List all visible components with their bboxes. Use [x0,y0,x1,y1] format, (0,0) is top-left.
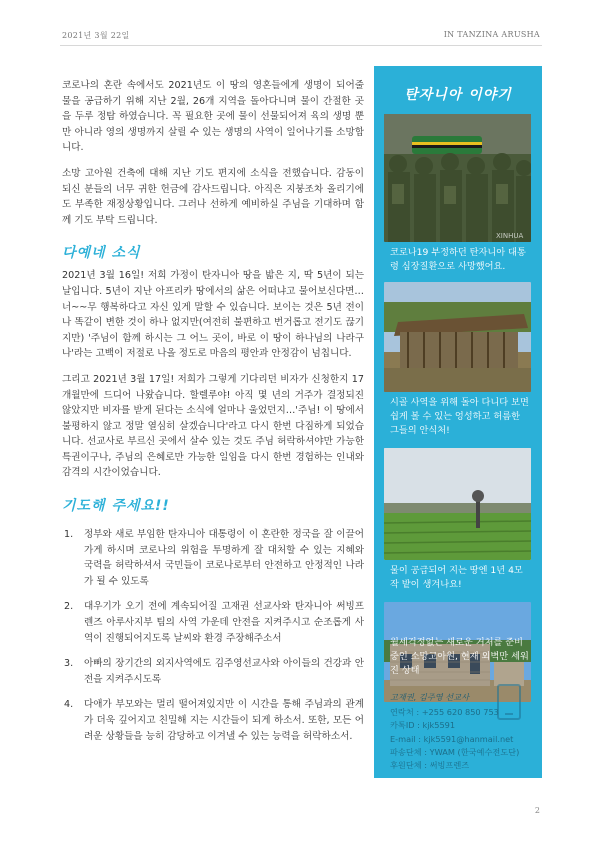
field-photo-image [384,448,531,560]
caption-hut: 시골 사역을 위해 돌아 다니다 보면 쉽게 볼 수 있는 엉성하고 허름한 그들의 안식처! [390,397,529,436]
photo-green-field [384,448,531,560]
prayer-list [62,527,364,744]
caption-building: 월세걱정없는 새로운 거처를 준비 중인 소망고아원, 현재 외벽만 세워진 상태 [390,637,529,676]
header-date: 2021년 3월 22일 [62,31,130,40]
paragraph-anniversary: 2021년 3월 16일! 저희 가정이 탄자니아 땅을 밟은 지, 딱 5년이 되는 날입니다. 5년이 지난 아프리카 땅에서의 삶은 어떠냐고 물어보신다면… 너~~무 행복하다고 자신 있게 말할 수 있습니다. 보이는 것은 5년 전이나 똑같이 변한 것이 하나 없지만(여전히 불편하고 번거롭고 전기도 끊기지만) '주님이 함께 하시는 그 어느 곳이, 바로 이 땅이 하나님의 나라구나'라는 고백이 저절로 나올 정도로 마음의 평안과 안정감이 넘칩니다. [62,270,364,360]
paragraph-visa: 그리고 2021년 3월 17일! 저희가 그렇게 기다리던 비자가 신청한지 17개월만에 드디어 나왔습니다. 할렐루야! 아직 몇 년의 거주가 결정되진 않았지만 비자를 받게 된다는 소식에 얼마나 울었던지…'주님! 이 땅에서 불평하지 않고 정말 열심히 살겠습니다'라고 다시 한번 다짐하게 되었습니다. 선교사로 부르신 곳에서 살수 있는 것도 주님 허락하셔야만 가능한 특권이구나, 주님의 은혜로만 가능한 일임을 다시 한번 경험하는 인내와 감격의 시간이었습니다. [62,373,364,479]
contact-sending-org: 파송단체 : YWAM (한국예수전도단) [390,746,520,757]
photo-watermark: XINHUA [496,232,524,240]
prayer-item [62,697,364,744]
caption-field: 물이 공급되어 지는 땅엔 1년 4모작 밭이 생겨나요! [390,565,523,590]
prayer-number: 4. [64,699,74,711]
photo-president-funeral [384,114,531,242]
missionary-names: 고재권, 김주영 선교사 [390,692,469,702]
section-title-prayer: 기도해 주세요!! [62,498,170,515]
header-divider [60,45,542,46]
paragraph-water-survey: 코로나의 혼란 속에서도 2021년도 이 땅의 영혼들에게 생명이 되어줄 물을 공급하기 위해 지난 2월, 26개 지역을 돌아다니며 물이 간절한 곳을 두루 정탐 하였습니다. 꼭 필요한 곳에 물이 선물되어져 육의 생명 뿐만 아니라 영의 생명까지 살릴 수 있는 생명의 사역이 일어나기를 소망합니다. [62,80,364,154]
section-title-family-news: 다예네 소식 [62,245,141,262]
hut-photo-image [384,282,531,392]
prayer-number: 1. [64,529,74,541]
header-location: IN TANZINA ARUSHA [443,30,540,39]
photo-rural-hut [384,282,531,392]
paragraph-orphanage: 소망 고아원 건축에 대해 지난 기도 편지에 소식을 전했습니다. 감동이 되신 분들의 너무 귀한 헌금에 감사드립니다. 아직은 지붕조차 올리기에도 부족한 재정상황입니다. 그러나 선하게 예비하실 주님을 기대하며 함께 기도 부탁 드립니다. [62,167,364,226]
prayer-number: 3. [64,658,74,670]
prayer-item [62,656,364,687]
contact-phone: 연락처 : +255 620 850 753 [390,707,499,718]
prayer-text: 다애가 부모와는 멀리 떨어져있지만 이 시간을 통해 주님과의 관계가 더욱 깊어지고 친밀해 지는 시간들이 되게 하소서. 또한, 모든 어려운 상황들을 능히 감당하고 이겨낼 수 있는 능력을 허락하소서. [84,699,364,742]
contact-kakao: 카톡ID : kjk5591 [390,720,456,731]
main-column [62,78,364,754]
contact-email[interactable]: E-mail : kjk5591@hanmail.net [390,733,514,744]
prayer-item [62,599,364,646]
funeral-photo-image [384,114,531,242]
prayer-number: 2. [64,601,74,613]
caption-president: 코로나19 부정하던 탄자니아 대통령 심장질환으로 사망했어요. [390,247,526,272]
contact-info [390,691,535,772]
prayer-text: 아빠의 장기간의 외지사역에도 김주영선교사와 아이들의 건강과 안전을 지켜주시도록 [84,658,364,685]
prayer-item [62,527,364,589]
sidebar-title: 탄자니아 이야기 [404,87,512,103]
prayer-text: 대우기가 오기 전에 계속되어질 고재권 선교사와 탄자니아 써빙프렌즈 아루사지부 팀의 사역 가운데 안전을 지켜주시고 순조롭게 사역이 진행되어지도록 날씨와 환경 주장해주소서 [84,601,364,644]
contact-support-org: 후원단체 : 써빙프렌즈 [390,760,470,771]
page-number: 2 [534,806,540,815]
prayer-text: 정부와 새로 부임한 탄자니아 대통령이 이 혼란한 정국을 잘 이끌어 가게 하시며 코로나의 위험을 투명하게 잘 대처할 수 있는 지혜와 국력을 허락하셔서 국민들이 코로나로부터 안전하고 안정적인 나라가 될 수 있도록 [84,529,364,587]
sidebar-panel [374,66,542,778]
